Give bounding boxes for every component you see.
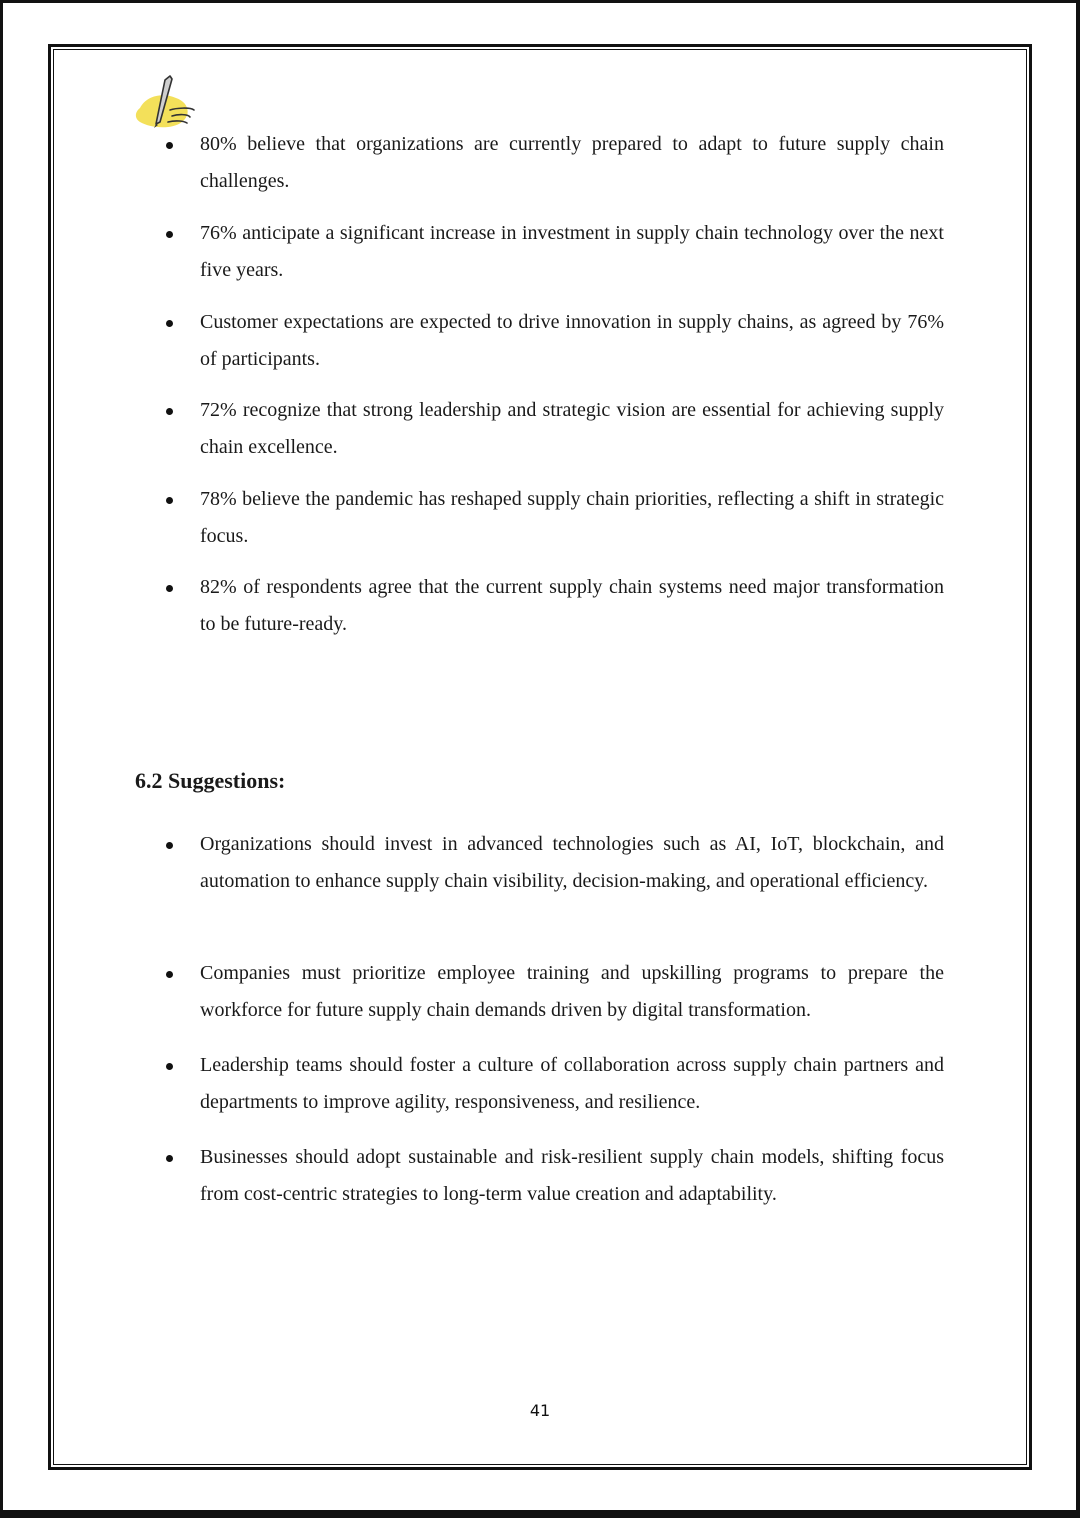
section-heading: 6.2 Suggestions: [135,768,286,793]
page-number: 41 [529,1401,551,1420]
bullet [166,842,173,849]
bullet [166,497,173,504]
bullet [166,142,173,149]
list-item-text: 82% of respondents agree that the current supply chain systems need major transformation to be future-ready. [200,576,944,635]
list-item-text: 78% believe the pandemic has reshaped supply chain priorities, reflecting a shift in strategic focus. [200,488,944,547]
bullet [166,971,173,978]
list-item-text: Businesses should adopt sustainable and risk-resilient supply chain models, shifting focus from cost-centric strategies to long-term value creation and adaptability. [200,1146,944,1205]
pen-writing-icon [132,70,202,132]
bullet [166,320,173,327]
list-item-text: Customer expectations are expected to drive innovation in supply chains, as agreed by 76% of participants. [200,311,944,370]
list-item-text: 72% recognize that strong leadership and strategic vision are essential for achieving supply chain excellence. [200,399,944,458]
list-item-text: 76% anticipate a significant increase in investment in supply chain technology over the next five years. [200,222,944,281]
list-item-text: Leadership teams should foster a culture of collaboration across supply chain partners and departments to improve agility, responsiveness, and resilience. [200,1054,944,1113]
bullet [166,231,173,238]
bullet [166,1155,173,1162]
list-item-text: 80% believe that organizations are currently prepared to adapt to future supply chain challenges. [200,133,944,192]
bullet [166,585,173,592]
bullet [166,1063,173,1070]
list-item-text: Organizations should invest in advanced technologies such as AI, IoT, blockchain, and automation to enhance supply chain visibility, decision-making, and operational efficiency. [200,833,944,892]
bullet [166,408,173,415]
list-item-text: Companies must prioritize employee training and upskilling programs to prepare the workforce for future supply chain demands driven by digital transformation. [200,962,944,1021]
